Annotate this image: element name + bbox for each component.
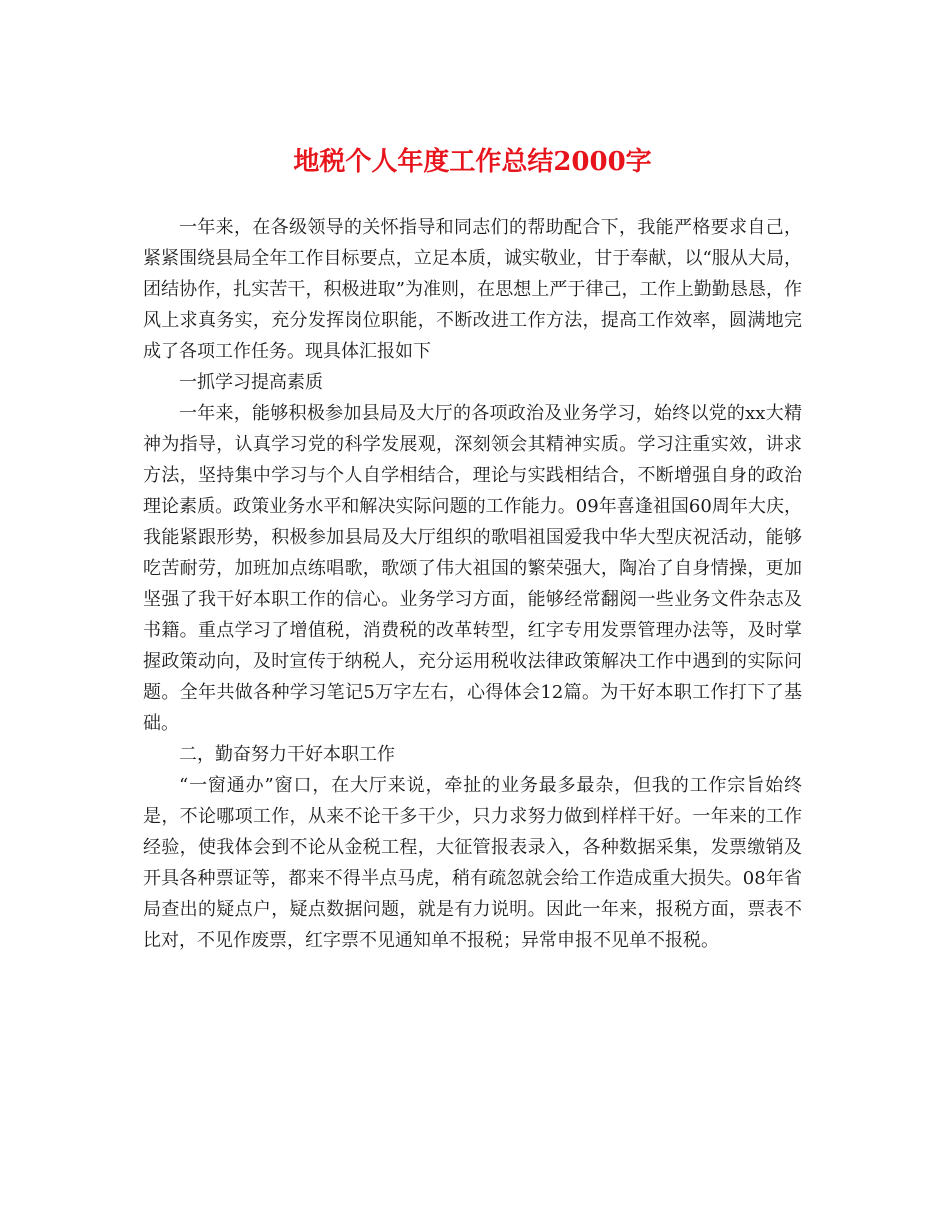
paragraph-work: “一窗通办”窗口，在大厅来说，牵扯的业务最多最杂，但我的工作宗旨始终是，不论哪项工作，从来不论干多干少，只力求努力做到样样干好。一年来的工作经验，使我体会到不论从金税工程，大征管报表录入，各种数据采集，发票缴销及开具各种票证等，都来不得半点马虎，稍有疏忽就会给工作造成重大损失。08年省局查出的疑点户，疑点数据问题，就是有力说明。因此一年来，报税方面，票表不比对，不见作废票，红字票不见通知单不报税；异常申报不见单不报税。	[143, 775, 802, 951]
section-heading-study: 一抓学习提高素质	[179, 372, 323, 393]
paragraph-study: 一年来，能够积极参加县局及大厅的各项政治及业务学习，始终以党的xx大精神为指导，认真学习党的科学发展观，深刻领会其精神实质。学习注重实效，讲求方法，坚持集中学习与个人自学相结合，理论与实践相结合，不断增强自身的政治理论素质。政策业务水平和解决实际问题的工作能力。09年喜逢祖国60周年大庆，我能紧跟形势，积极参加县局及大厅组织的歌唱祖国爱我中华大型庆祝活动，能够吃苦耐劳，加班加点练唱歌，歌颂了伟大祖国的繁荣强大，陶冶了自身情操，更加坚强了我干好本职工作的信心。业务学习方面，能够经常翻阅一些业务文件杂志及书籍。重点学习了增值税，消费税的改革转型，红字专用发票管理办法等，及时掌握政策动向，及时宣传于纳税人，充分运用税收法律政策解决工作中遇到的实际问题。全年共做各种学习笔记5万字左右，心得体会12篇。为干好本职工作打下了基础。	[143, 403, 802, 734]
section-heading-work: 二，勤奋努力干好本职工作	[179, 744, 395, 765]
paragraph-intro: 一年来，在各级领导的关怀指导和同志们的帮助配合下，我能严格要求自己，紧紧围绕县局全年工作目标要点，立足本质，诚实敬业，甘于奉献，以“服从大局，团结协作，扎实苦干，积极进取”为准则，在思想上严于律己，工作上勤勤恳恳，作风上求真务实，充分发挥岗位职能，不断改进工作方法，提高工作效率，圆满地完成了各项工作任务。现具体汇报如下	[143, 217, 802, 362]
document-title: 地税个人年度工作总结2000字	[293, 147, 652, 177]
document-body	[143, 212, 802, 956]
